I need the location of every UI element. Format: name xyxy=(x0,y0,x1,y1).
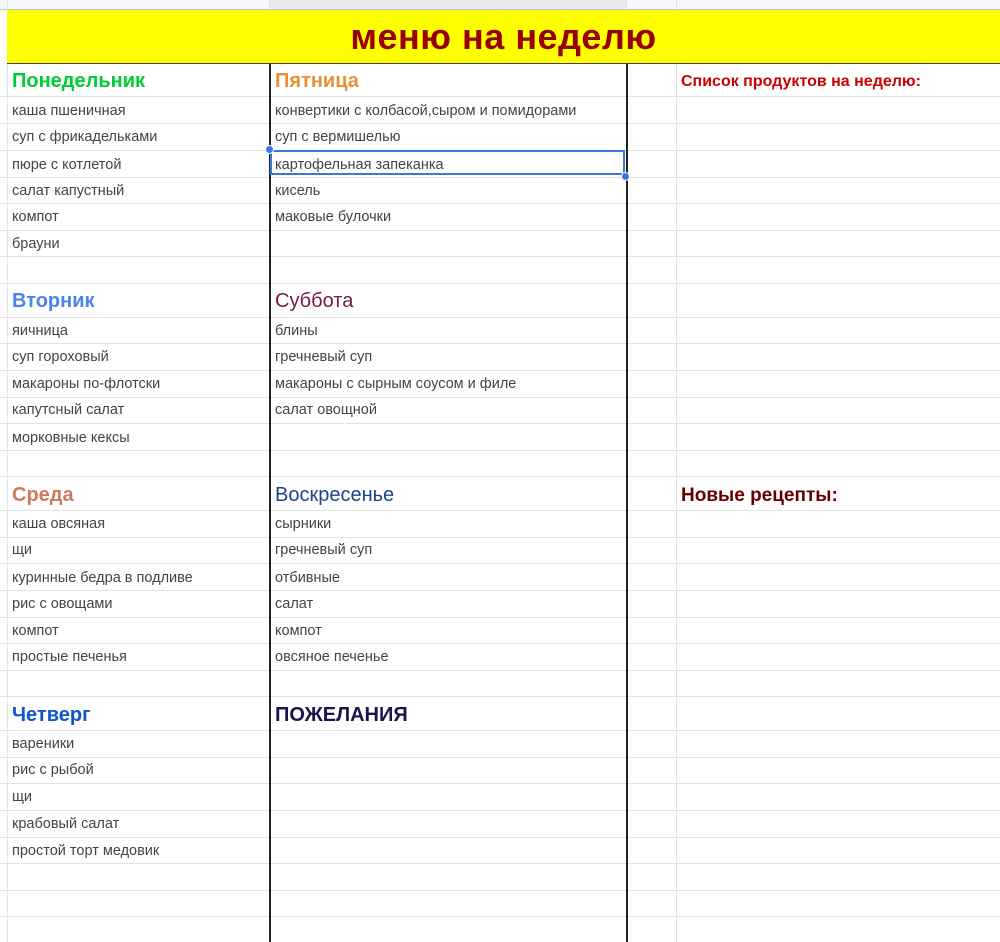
menu-cell[interactable]: гречневый суп xyxy=(275,542,373,558)
menu-cell[interactable]: салат овощной xyxy=(275,402,377,418)
menu-cell[interactable]: суп с вермишелью xyxy=(275,129,401,145)
menu-cell[interactable]: салат xyxy=(275,596,314,612)
menu-cell[interactable]: овсяное печенье xyxy=(275,649,389,665)
menu-cell[interactable]: щи xyxy=(12,542,33,558)
gridline xyxy=(0,537,1000,538)
gridline xyxy=(0,123,1000,124)
gridline xyxy=(626,0,627,10)
gridline xyxy=(7,0,8,942)
menu-cell[interactable]: кисель xyxy=(275,183,321,199)
gridline xyxy=(0,696,1000,697)
column-header-c[interactable] xyxy=(627,0,1000,10)
gridline xyxy=(0,916,1000,917)
menu-cell[interactable]: крабовый салат xyxy=(12,816,120,832)
day-heading-wednesday[interactable]: Среда xyxy=(12,484,74,506)
menu-cell[interactable]: суп гороховый xyxy=(12,349,109,365)
menu-cell[interactable]: рис с овощами xyxy=(12,596,113,612)
title-band[interactable] xyxy=(7,10,1000,64)
selection-handle-top-left[interactable] xyxy=(265,145,274,154)
day-heading-tuesday[interactable]: Вторник xyxy=(12,290,95,312)
day-heading-friday[interactable]: Пятница xyxy=(275,70,359,92)
menu-cell[interactable]: гречневый суп xyxy=(275,349,373,365)
day-heading-thursday[interactable]: Четверг xyxy=(12,704,91,726)
menu-cell[interactable]: пюре с котлетой xyxy=(12,157,122,173)
column-header-b[interactable] xyxy=(270,0,626,10)
menu-cell[interactable]: салат капустный xyxy=(12,183,125,199)
gridline xyxy=(0,423,1000,424)
menu-cell[interactable]: рис с рыбой xyxy=(12,762,94,778)
gridline xyxy=(0,837,1000,838)
gridline xyxy=(0,230,1000,231)
column-divider xyxy=(269,63,271,942)
gridline xyxy=(0,757,1000,758)
menu-cell[interactable]: компот xyxy=(12,209,59,225)
gridline xyxy=(0,643,1000,644)
day-heading-saturday[interactable]: Суббота xyxy=(275,290,354,312)
gridline xyxy=(0,783,1000,784)
day-heading-monday[interactable]: Понедельник xyxy=(12,70,145,92)
menu-cell[interactable]: вареники xyxy=(12,736,75,752)
menu-cell[interactable]: яичница xyxy=(12,323,68,339)
menu-cell[interactable]: блины xyxy=(275,323,318,339)
page-title: меню на неделю xyxy=(350,15,657,57)
menu-cell[interactable]: компот xyxy=(275,623,322,639)
day-heading-sunday[interactable]: Воскресенье xyxy=(275,484,395,506)
menu-cell[interactable]: куринные бедра в подливе xyxy=(12,570,193,586)
menu-cell[interactable]: каша пшеничная xyxy=(12,103,126,119)
menu-cell[interactable]: макароны с сырным соусом и филе xyxy=(275,376,517,392)
new-recipes-heading[interactable]: Новые рецепты: xyxy=(681,485,838,506)
menu-cell[interactable]: сырники xyxy=(275,516,332,532)
menu-cell[interactable]: отбивные xyxy=(275,570,340,586)
gridline xyxy=(0,177,1000,178)
menu-cell[interactable]: суп с фрикадельками xyxy=(12,129,158,145)
menu-cell[interactable]: каша овсяная xyxy=(12,516,106,532)
gridline xyxy=(269,0,270,10)
menu-cell[interactable]: простой торт медовик xyxy=(12,843,160,859)
column-divider xyxy=(626,63,628,942)
gridline xyxy=(0,863,1000,864)
gridline xyxy=(0,890,1000,891)
menu-cell[interactable]: капутсный салат xyxy=(12,402,125,418)
gridline xyxy=(0,370,1000,371)
gridline xyxy=(0,510,1000,511)
menu-cell[interactable]: брауни xyxy=(12,236,60,252)
gridline xyxy=(0,343,1000,344)
menu-cell[interactable]: конвертики с колбасой,сыром и помидорами xyxy=(275,103,577,119)
column-header-a[interactable] xyxy=(0,0,270,10)
gridline xyxy=(0,256,1000,257)
gridline xyxy=(0,203,1000,204)
gridline xyxy=(0,810,1000,811)
gridline xyxy=(0,397,1000,398)
gridline xyxy=(0,617,1000,618)
menu-cell[interactable]: морковные кексы xyxy=(12,430,130,446)
menu-cell-selected[interactable]: картофельная запеканка xyxy=(275,157,444,173)
gridline xyxy=(0,476,1000,477)
selection-fill-handle[interactable] xyxy=(621,172,630,181)
shopping-list-heading[interactable]: Список продуктов на неделю: xyxy=(681,73,921,90)
menu-cell[interactable]: маковые булочки xyxy=(275,209,392,225)
menu-cell[interactable]: щи xyxy=(12,789,33,805)
gridline xyxy=(0,283,1000,284)
gridline xyxy=(676,0,677,942)
gridline xyxy=(0,450,1000,451)
gridline xyxy=(0,670,1000,671)
cell-selection-outline xyxy=(270,150,625,175)
menu-cell[interactable]: простые печенья xyxy=(12,649,127,665)
gridline xyxy=(0,730,1000,731)
gridline xyxy=(0,96,1000,97)
gridline xyxy=(0,317,1000,318)
wishes-heading[interactable]: ПОЖЕЛАНИЯ xyxy=(275,704,408,726)
menu-cell[interactable]: макароны по-флотски xyxy=(12,376,161,392)
gridline xyxy=(0,590,1000,591)
menu-cell[interactable]: компот xyxy=(12,623,59,639)
gridline xyxy=(0,563,1000,564)
